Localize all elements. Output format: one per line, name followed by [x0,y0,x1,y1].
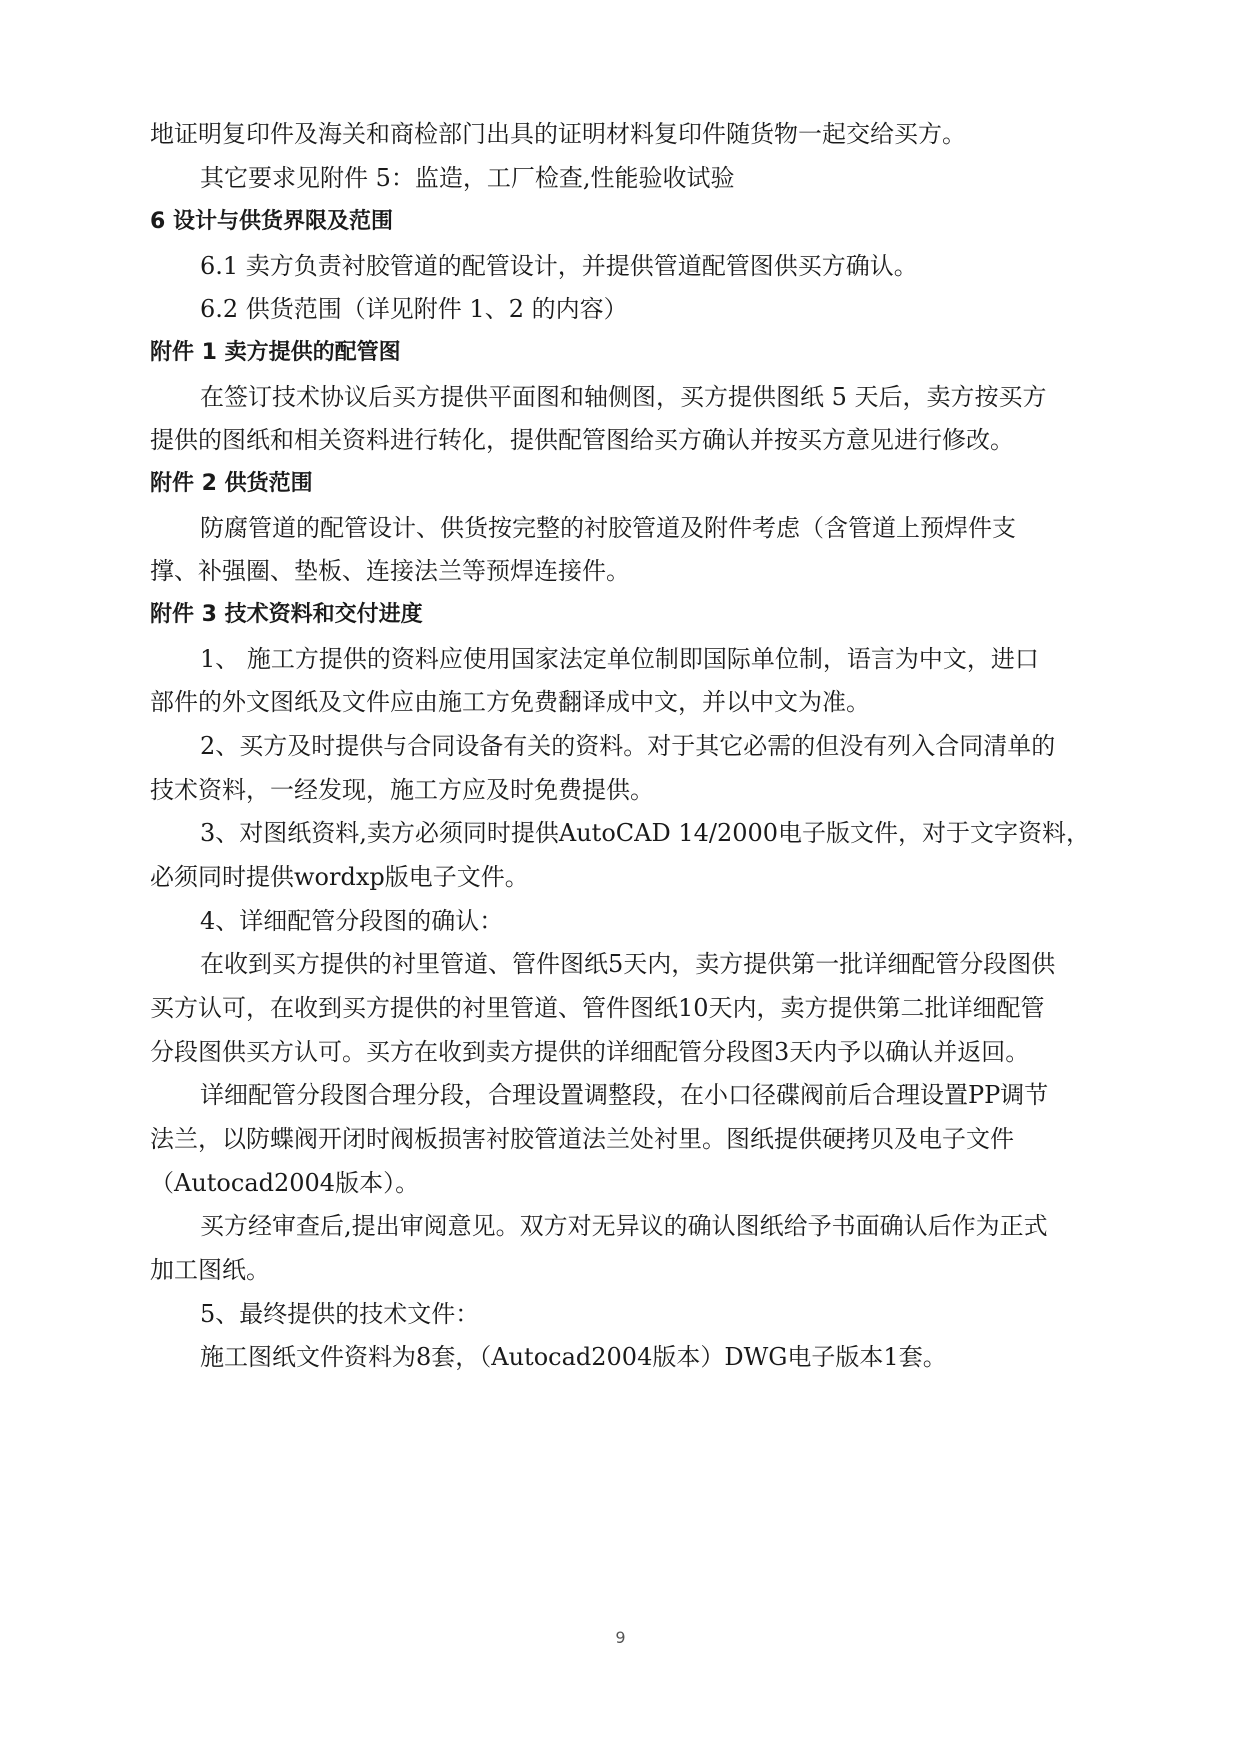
body-line: 3、对图纸资料,卖方必须同时提供AutoCAD 14/2000电子版文件，对于文字资料， [200,819,1090,847]
body-line: 防腐管道的配管设计、供货按完整的衬胶管道及附件考虑（含管道上预焊件支 [200,514,1016,542]
body-line: 2、买方及时提供与合同设备有关的资料。对于其它必需的但没有列入合同清单的 [200,732,1056,760]
body-line: 施工图纸文件资料为8套，（Autocad2004版本）DWG电子版本1套。 [200,1343,947,1371]
body-line: 4、详细配管分段图的确认： [200,907,504,935]
page-number: 9 [615,1628,626,1647]
body-line: 必须同时提供wordxp版电子文件。 [150,863,529,891]
body-line: 在收到买方提供的衬里管道、管件图纸5天内，卖方提供第一批详细配管分段图供 [200,950,1056,978]
body-line: 在签订技术协议后买方提供平面图和轴侧图，买方提供图纸 5 天后，卖方按买方 [200,383,1047,411]
body-line: 撑、补强圈、垫板、连接法兰等预焊连接件。 [150,557,630,585]
body-line: 加工图纸。 [150,1256,270,1284]
body-line: 技术资料，一经发现，施工方应及时免费提供。 [150,776,654,804]
body-line: 法兰，以防蝶阀开闭时阀板损害衬胶管道法兰处衬里。图纸提供硬拷贝及电子文件 [150,1125,1014,1153]
body-line: 分段图供买方认可。买方在收到卖方提供的详细配管分段图3天内予以确认并返回。 [150,1038,1030,1066]
body-line: 地证明复印件及海关和商检部门出具的证明材料复印件随货物一起交给买方。 [150,120,966,148]
body-line: 其它要求见附件 5：监造，工厂检查,性能验收试验 [200,164,735,192]
section-heading: 附件 3 技术资料和交付进度 [150,602,423,627]
body-line: 1、 施工方提供的资料应使用国家法定单位制即国际单位制，语言为中文，进口 [200,645,1039,673]
body-line: 部件的外文图纸及文件应由施工方免费翻译成中文，并以中文为准。 [150,688,870,716]
body-line: 5、最终提供的技术文件： [200,1300,480,1328]
body-line: 提供的图纸和相关资料进行转化，提供配管图给买方确认并按买方意见进行修改。 [150,426,1014,454]
body-line: 6.1 卖方负责衬胶管道的配管设计，并提供管道配管图供买方确认。 [200,252,918,280]
body-line: 6.2 供货范围（详见附件 1、2 的内容） [200,295,628,323]
body-line: 买方经审查后,提出审阅意见。双方对无异议的确认图纸给予书面确认后作为正式 [200,1212,1048,1240]
section-heading: 附件 1 卖方提供的配管图 [150,340,401,365]
body-line: （Autocad2004版本）。 [150,1169,420,1197]
section-heading: 6 设计与供货界限及范围 [150,209,393,234]
section-heading: 附件 2 供货范围 [150,471,313,496]
body-line: 买方认可，在收到买方提供的衬里管道、管件图纸10天内，卖方提供第二批详细配管 [150,994,1045,1022]
body-line: 详细配管分段图合理分段，合理设置调整段，在小口径碟阀前后合理设置PP调节 [200,1081,1049,1109]
